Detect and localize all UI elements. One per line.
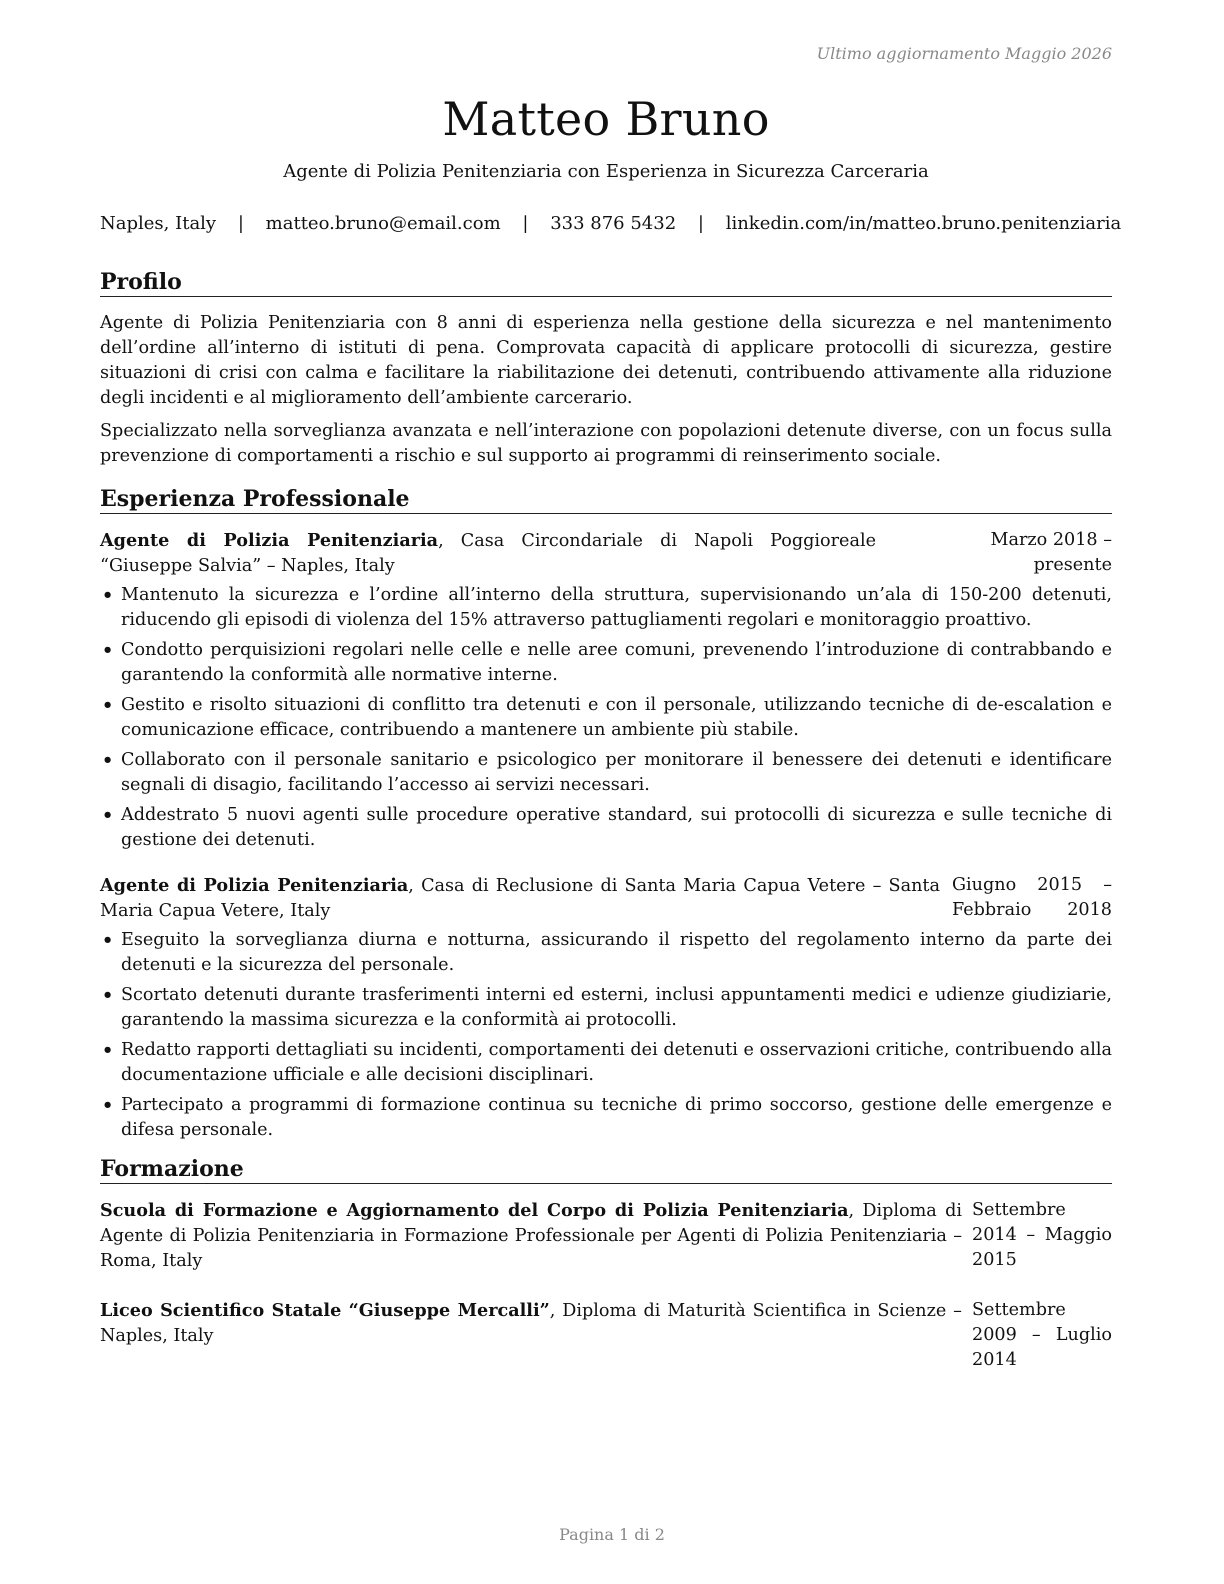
education-dates: Settembre 2009 – Luglio 2014 bbox=[972, 1300, 1112, 1370]
list-item: • Addestrato 5 nuovi agenti sulle procedure operative standard, sui protocolli di sicurezza e sulle tecniche di gestione dei detenuti. bbox=[100, 803, 1112, 853]
contact-separator: | bbox=[697, 213, 704, 234]
contact-linkedin[interactable]: linkedin.com/in/matteo.bruno.penitenziaria bbox=[725, 213, 1122, 234]
education-entry bbox=[100, 1298, 1112, 1373]
education-entry bbox=[100, 1198, 1112, 1274]
list-item: • Condotto perquisizioni regolari nelle celle e nelle aree comuni, prevenendo l’introduzione di contrabbando e garantendo la conformità alle normative interne. bbox=[100, 638, 1112, 688]
contact-separator: | bbox=[237, 213, 244, 234]
job-header bbox=[100, 873, 1112, 924]
list-item: • Collaborato con il personale sanitario e psicologico per monitorare il benessere dei detenuti e identificare segnali di disagio, facilitando l’accesso ai servizi necessari. bbox=[100, 748, 1112, 798]
education-header bbox=[100, 1298, 1112, 1373]
section-title-education: Formazione bbox=[100, 1155, 1112, 1184]
experience-section bbox=[100, 485, 1112, 1143]
education-detail: , Diploma di Agente di Polizia Penitenziaria in Formazione Professionale per Agenti di Polizia Penitenziaria – Roma, Italy bbox=[100, 1201, 962, 1271]
job-bullets bbox=[100, 928, 1112, 1143]
contact-location: Naples, Italy bbox=[100, 213, 217, 234]
job-dates: Giugno 2015 – Febbraio 2018 bbox=[952, 875, 1112, 920]
job-dates: Marzo 2018 – presente bbox=[990, 530, 1112, 575]
section-title-experience: Esperienza Professionale bbox=[100, 485, 1112, 514]
job-entry bbox=[100, 873, 1112, 1143]
job-place: , Casa Circondariale di Napoli Poggioreale “Giuseppe Salvia” – Naples, Italy bbox=[100, 531, 876, 576]
candidate-name: Matteo Bruno bbox=[442, 92, 770, 146]
list-item: • Redatto rapporti dettagliati su incidenti, comportamenti dei detenuti e osservazioni critiche, contribuendo alla documentazione ufficiale e alle decisioni disciplinari. bbox=[100, 1038, 1112, 1088]
education-header bbox=[100, 1198, 1112, 1274]
candidate-subtitle: Agente di Polizia Penitenziaria con Esperienza in Sicurezza Carceraria bbox=[283, 161, 929, 182]
list-item: • Eseguito la sorveglianza diurna e notturna, assicurando il rispetto del regolamento interno da parte dei detenuti e la sicurezza del personale. bbox=[100, 928, 1112, 978]
job-role: Agente di Polizia Penitenziaria bbox=[100, 875, 409, 896]
job-role: Agente di Polizia Penitenziaria bbox=[100, 530, 439, 551]
education-dates: Settembre 2014 – Maggio 2015 bbox=[972, 1200, 1112, 1270]
page-number: Pagina 1 di 2 bbox=[559, 1525, 665, 1544]
last-updated: Ultimo aggiornamento Maggio 2026 bbox=[816, 44, 1112, 63]
contact-email[interactable]: matteo.bruno@email.com bbox=[265, 213, 501, 234]
job-bullets bbox=[100, 583, 1112, 853]
profile-paragraph: Agente di Polizia Penitenziaria con 8 anni di esperienza nella gestione della sicurezza e nel mantenimento dell’ordine all’interno di istituti di pena. Comprovata capacità di applicare protocolli di sicurezza, gestire situazioni di crisi con calma e facilitare la riabilitazione dei detenuti, contribuendo attivamente alla riduzione degli incidenti e al miglioramento dell’ambiente carcerario. bbox=[100, 313, 1112, 408]
contact-line bbox=[100, 212, 1122, 236]
job-header bbox=[100, 528, 1112, 579]
profile-paragraph: Specializzato nella sorveglianza avanzata e nell’interazione con popolazioni detenute diverse, con un focus sulla prevenzione di comportamenti a rischio e sul supporto ai programmi di reinserimento sociale. bbox=[100, 421, 1112, 466]
contact-separator: | bbox=[522, 213, 529, 234]
education-school: Liceo Scientifico Statale “Giuseppe Mercalli” bbox=[100, 1300, 550, 1321]
job-entry bbox=[100, 528, 1112, 853]
list-item: • Mantenuto la sicurezza e l’ordine all’interno della struttura, supervisionando un’ala di 150-200 detenuti, riducendo gli episodi di violenza del 15% attraverso pattugliamenti regolari e monitoraggio proattivo. bbox=[100, 583, 1112, 633]
education-section bbox=[100, 1155, 1112, 1373]
education-detail: , Diploma di Maturità Scientifica in Scienze – Naples, Italy bbox=[100, 1301, 962, 1346]
job-place: , Casa di Reclusione di Santa Maria Capua Vetere – Santa Maria Capua Vetere, Italy bbox=[100, 876, 940, 921]
section-title-profile: Profilo bbox=[100, 268, 1112, 297]
profile-section bbox=[100, 268, 1112, 469]
education-school: Scuola di Formazione e Aggiornamento del Corpo di Polizia Penitenziaria bbox=[100, 1200, 849, 1221]
list-item: • Partecipato a programmi di formazione continua su tecniche di primo soccorso, gestione delle emergenze e difesa personale. bbox=[100, 1093, 1112, 1143]
contact-phone: 333 876 5432 bbox=[550, 213, 677, 234]
list-item: • Gestito e risolto situazioni di conflitto tra detenuti e con il personale, utilizzando tecniche di de-escalation e comunicazione efficace, contribuendo a mantenere un ambiente più stabile. bbox=[100, 693, 1112, 743]
list-item: • Scortato detenuti durante trasferimenti interni ed esterni, inclusi appuntamenti medici e udienze giudiziarie, garantendo la massima sicurezza e la conformità ai protocolli. bbox=[100, 983, 1112, 1033]
